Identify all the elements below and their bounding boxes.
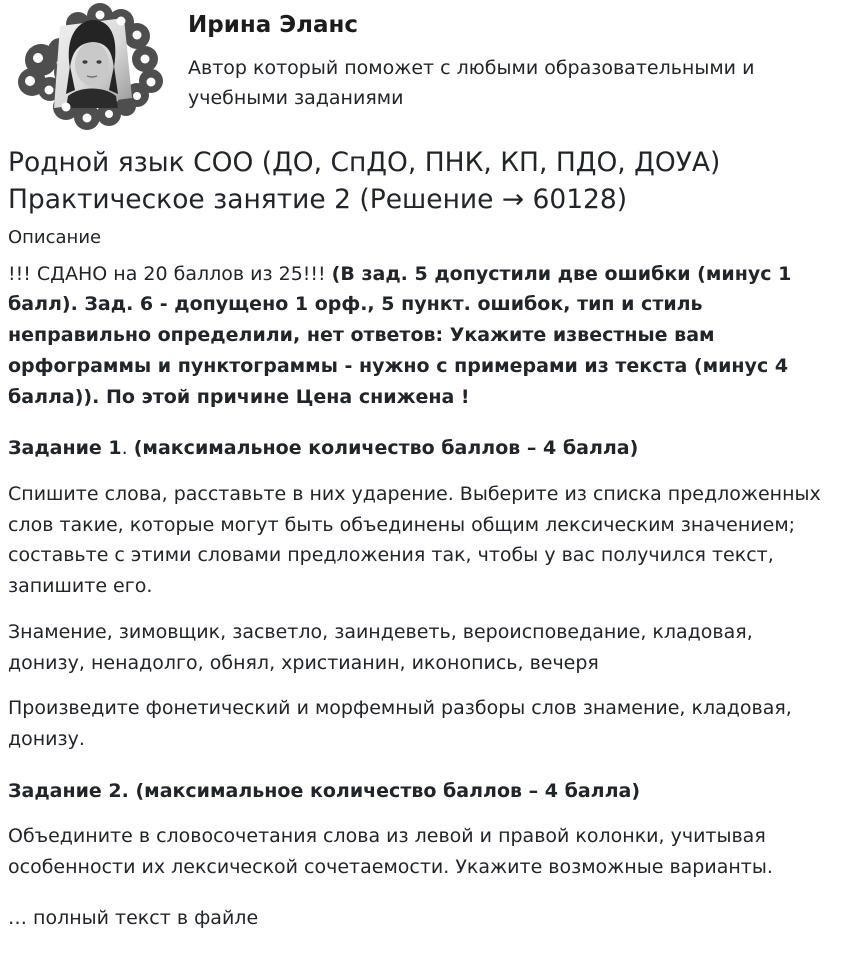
task-1-points: (максимальное количество баллов – 4 балла) — [133, 437, 639, 460]
status-note-bold: (В зад. 5 допустили две ошибки (минус 1 балл). Зад. 6 - допущено 1 орф., 5 пункт. ошибок, тип и стиль неправильно определили, нет ответов: Укажите известные вам орфограммы и пунктограммы - нужно с примерами из текста (минус 4 балла)). По этой причине Цена снижена ! — [8, 262, 792, 408]
status-note — [8, 259, 835, 413]
task-1-instruction: Спишите слова, расставьте в них ударение. Выберите из списка предложенных слов такие, которые могут быть объединены общим лексическим значением; составьте с этими словами предложения так, чтобы у вас получился текст, запишите его. — [8, 482, 821, 598]
task-1-extra-instruction: Произведите фонетический и морфемный разборы слов знамение, кладовая, донизу. — [8, 697, 792, 751]
author-description: Автор который поможет с любыми образовательными и учебными заданиями — [188, 56, 755, 110]
task-1-separator: . — [121, 437, 134, 460]
author-avatar[interactable] — [8, 2, 170, 132]
post-content — [8, 144, 835, 934]
status-note-regular: !!! СДАНО на 20 баллов из 25!!! — [8, 262, 332, 285]
task-1-heading — [8, 434, 835, 463]
task-2-instruction: Объедините в словосочетания слова из левой и правой колонки, учитывая особенности их лексической сочетаемости. Укажите возможные варианты. — [8, 825, 773, 879]
author-profile-text — [188, 2, 788, 114]
task-2-heading-text: Задание 2. (максимальное количество баллов – 4 балла) — [8, 779, 641, 802]
task-1-word-list: Знамение, зимовщик, засветло, заиндеветь, вероисповедание, кладовая, донизу, ненадолго, обнял, христианин, иконопись, вечеря — [8, 620, 753, 674]
description-label: Описание — [8, 227, 102, 249]
task-1-name: Задание 1 — [8, 437, 122, 460]
post-title: Родной язык СОО (ДО, СпДО, ПНК, КП, ПДО, ДОУА) Практическое занятие 2 (Решение → 60128) — [8, 147, 721, 216]
full-text-note: … полный текст в файле — [8, 906, 259, 929]
task-2-heading — [8, 777, 835, 806]
author-name: Ирина Эланс — [188, 12, 359, 38]
author-profile-header — [8, 2, 835, 132]
author-avatar-image — [8, 2, 170, 132]
